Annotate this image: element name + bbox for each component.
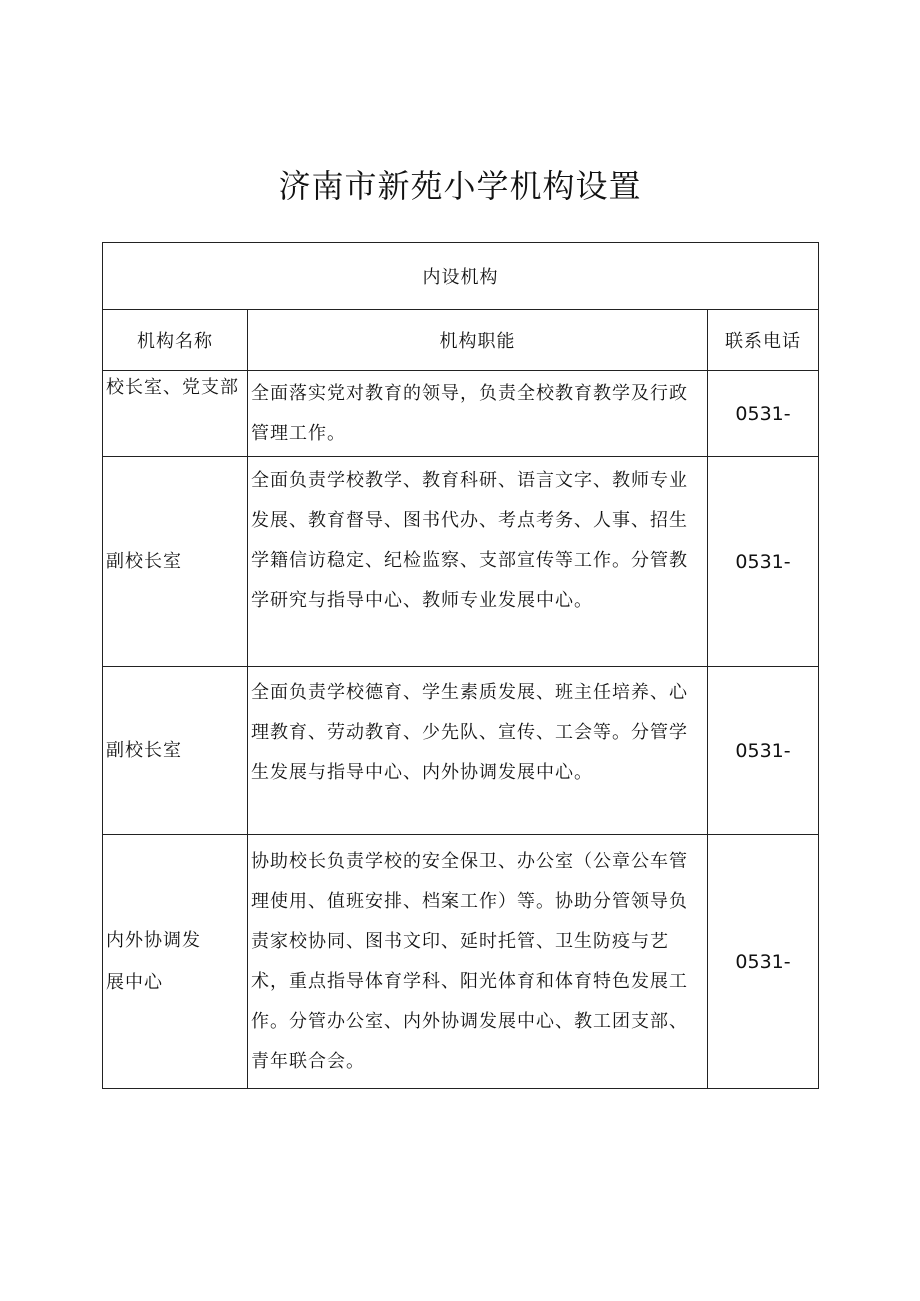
org-function: 全面负责学校教学、教育科研、语言文字、教师专业发展、教育督导、图书代办、考点考务、人事、招生学籍信访稳定、纪检监察、支部宣传等工作。分管教学研究与指导中心、教师专业发展中心。 [251,470,688,611]
section-heading-row [103,243,819,310]
org-phone: 0531- [708,835,819,1089]
org-function-cell [248,371,708,457]
org-function-cell [248,667,708,835]
org-function-cell [248,835,708,1089]
org-name-cell [103,667,248,835]
table-row [103,667,819,835]
org-function: 协助校长负责学校的安全保卫、办公室（公章公车管理使用、值班安排、档案工作）等。协助分管领导负责家校协同、图书文印、延时托管、卫生防疫与艺术，重点指导体育学科、阳光体育和体育特色发展工作。分管办公室、内外协调发展中心、教工团支部、青年联合会。 [251,850,688,1072]
org-name: 内外协调发展中心 [106,929,201,993]
org-phone: 0531- [708,371,819,457]
org-function: 全面落实党对教育的领导，负责全校教育教学及行政管理工作。 [251,382,688,444]
org-name: 副校长室 [106,739,182,761]
org-function-cell [248,457,708,667]
org-function: 全面负责学校德育、学生素质发展、班主任培养、心理教育、劳动教育、少先队、宣传、工会等。分管学生发展与指导中心、内外协调发展中心。 [251,682,688,783]
table-row [103,457,819,667]
table-row [103,371,819,457]
org-phone: 0531- [708,667,819,835]
header-function: 机构职能 [248,310,708,371]
org-name: 校长室、党支部 [106,377,239,398]
table-row [103,835,819,1089]
header-name: 机构名称 [103,310,248,371]
org-name-cell [103,457,248,667]
header-phone: 联系电话 [708,310,819,371]
org-structure-table [102,242,819,1089]
page-title: 济南市新苑小学机构设置 [278,167,642,205]
org-name: 副校长室 [106,550,182,572]
section-heading: 内设机构 [103,243,819,310]
org-phone: 0531- [708,457,819,667]
header-row [103,310,819,371]
org-name-cell [103,835,248,1089]
org-name-cell [103,371,248,457]
